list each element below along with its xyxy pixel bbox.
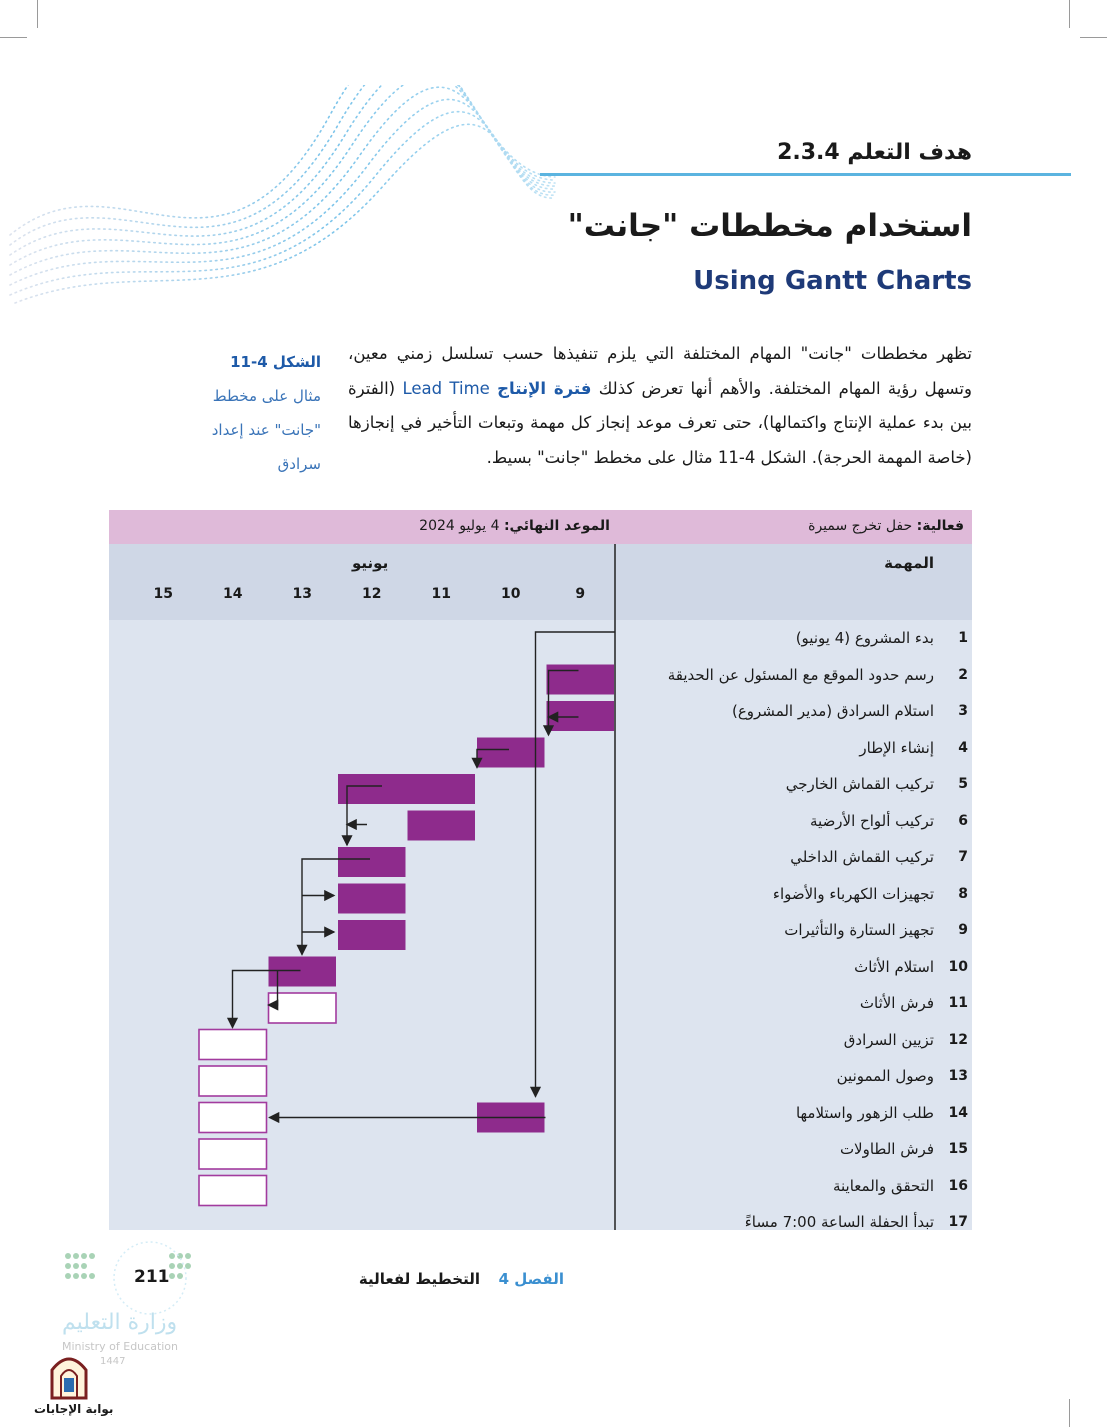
task-name: تركيب القماش الداخلي [790, 848, 934, 866]
page-number: 211 [134, 1267, 170, 1287]
month-header: يونيو [352, 554, 389, 572]
day-label: 13 [292, 586, 312, 602]
task-bar [338, 920, 406, 950]
figure-number: الشكل 4-11 [230, 353, 321, 371]
crop-mark [1069, 0, 1070, 28]
task-number: 13 [948, 1068, 968, 1084]
body-paragraph [348, 337, 972, 475]
task-number: 15 [948, 1141, 968, 1157]
task-number: 8 [958, 885, 968, 902]
ministry-logo-dots [60, 1238, 200, 1318]
task-bar [547, 701, 615, 731]
crop-mark [0, 37, 27, 38]
task-name: رسم حدود الموقع مع المسئول عن الحديقة [667, 665, 934, 684]
task-number: 10 [948, 958, 968, 975]
ministry-name-english: Ministry of Education [62, 1340, 179, 1353]
task-name: تجهيز الستارة والتأثيرات [784, 921, 934, 939]
task-name: وصول الممونين [836, 1067, 934, 1085]
task-number: 12 [948, 1031, 968, 1048]
task-bar-outline [199, 1139, 267, 1169]
task-name: تركيب القماش الخارجي [785, 775, 934, 793]
task-column-header: المهمة [884, 554, 934, 572]
task-bar-outline [199, 1066, 267, 1096]
task-name: طلب الزهور واستلامها [795, 1103, 934, 1122]
task-name: تزيين السرادق [843, 1030, 934, 1049]
deadline-value: 4 يوليو 2024 [419, 518, 500, 534]
task-number: 2 [958, 666, 968, 683]
task-number: 11 [948, 995, 968, 1011]
task-number: 9 [958, 922, 968, 938]
page-title-english: Using Gantt Charts [693, 266, 972, 296]
task-name: فرش الأثاث [859, 994, 934, 1012]
task-number: 5 [958, 776, 968, 792]
gantt-chart [109, 510, 972, 1230]
task-number: 6 [958, 812, 968, 829]
task-name: تبدأ الحفلة الساعة 7:00 مساءً [744, 1213, 934, 1231]
paragraph-part-2: (الفترة بين بدء عملية الإنتاج واكتمالها)، حتى تعرف موعد إنجاز كل مهمة وتبعات التأخير في إنجازها (خاصة المهمة الحرجة). الشكل 4-11 مثال على مخطط "جانت" بسيط. [348, 378, 972, 467]
task-bar [269, 957, 337, 987]
task-bar-outline [269, 993, 337, 1023]
paragraph-part-1: تظهر مخططات "جانت" المهام المختلفة التي يلزم تنفيذها حسب تسلسل زمني معين، وتسهل رؤية المهام المختلفة. والأهم أنها تعرض كذلك [348, 344, 972, 398]
day-label: 14 [223, 586, 243, 602]
task-number: 4 [958, 739, 968, 756]
task-bar [547, 665, 615, 695]
crop-mark [37, 0, 38, 28]
term-english: Lead Time [402, 378, 490, 398]
task-name: بدء المشروع (4 يونيو) [795, 629, 934, 647]
watermark-text: بوابة الإجابات [34, 1402, 114, 1416]
task-bar [338, 774, 475, 804]
task-name: تجهيزات الكهرباء والأضواء [772, 884, 934, 903]
day-label: 15 [153, 586, 173, 602]
task-bar [477, 738, 545, 768]
task-bar-outline [199, 1103, 267, 1133]
task-number: 1 [958, 630, 968, 646]
header-rule [540, 173, 1071, 176]
crop-mark [1080, 37, 1107, 38]
task-bar-outline [199, 1176, 267, 1206]
deadline-label: الموعد النهائي: [503, 518, 610, 534]
watermark-logo-icon [46, 1348, 92, 1400]
page-title-arabic: استخدام مخططات "جانت" [567, 208, 972, 244]
task-name: استلام السرادق (مدير المشروع) [731, 702, 934, 720]
crop-mark [1069, 1399, 1070, 1427]
task-name: استلام الأثاث [854, 957, 934, 976]
day-label: 11 [431, 586, 451, 602]
day-label: 10 [501, 586, 521, 602]
task-number: 17 [948, 1214, 968, 1230]
task-bar [338, 884, 406, 914]
figure-caption [181, 345, 321, 481]
task-name: تركيب ألواح الأرضية [810, 811, 934, 830]
task-number: 7 [958, 849, 968, 865]
task-number: 3 [958, 703, 968, 719]
task-number: 16 [948, 1177, 968, 1194]
task-name: إنشاء الإطار [859, 738, 934, 757]
day-label: 12 [362, 586, 382, 602]
learning-goal-label: هدف التعلم 2.3.4 [777, 140, 972, 165]
term-arabic: فترة الإنتاج [497, 378, 592, 398]
event-label: فعالية: [916, 518, 964, 534]
task-number: 14 [948, 1104, 968, 1121]
task-name: فرش الطاولات [839, 1140, 934, 1158]
event-value: حفل تخرج سميرة [808, 518, 913, 534]
figure-caption-text: مثال على مخطط "جانت" عند إعداد سرادق [211, 387, 321, 473]
day-label: 9 [575, 586, 586, 602]
task-name: التحقق والمعاينة [832, 1176, 934, 1195]
task-bar [408, 811, 476, 841]
chapter-title: التخطيط لفعالية [358, 1270, 480, 1288]
ministry-name-arabic: وزارة التعليم [62, 1310, 178, 1335]
task-bar [338, 847, 406, 877]
gantt-bars [109, 510, 972, 1230]
decorative-wave [0, 85, 560, 315]
task-bar-outline [199, 1030, 267, 1060]
chapter-label: الفصل 4 [498, 1270, 564, 1288]
ministry-year: 1447 [100, 1356, 126, 1367]
